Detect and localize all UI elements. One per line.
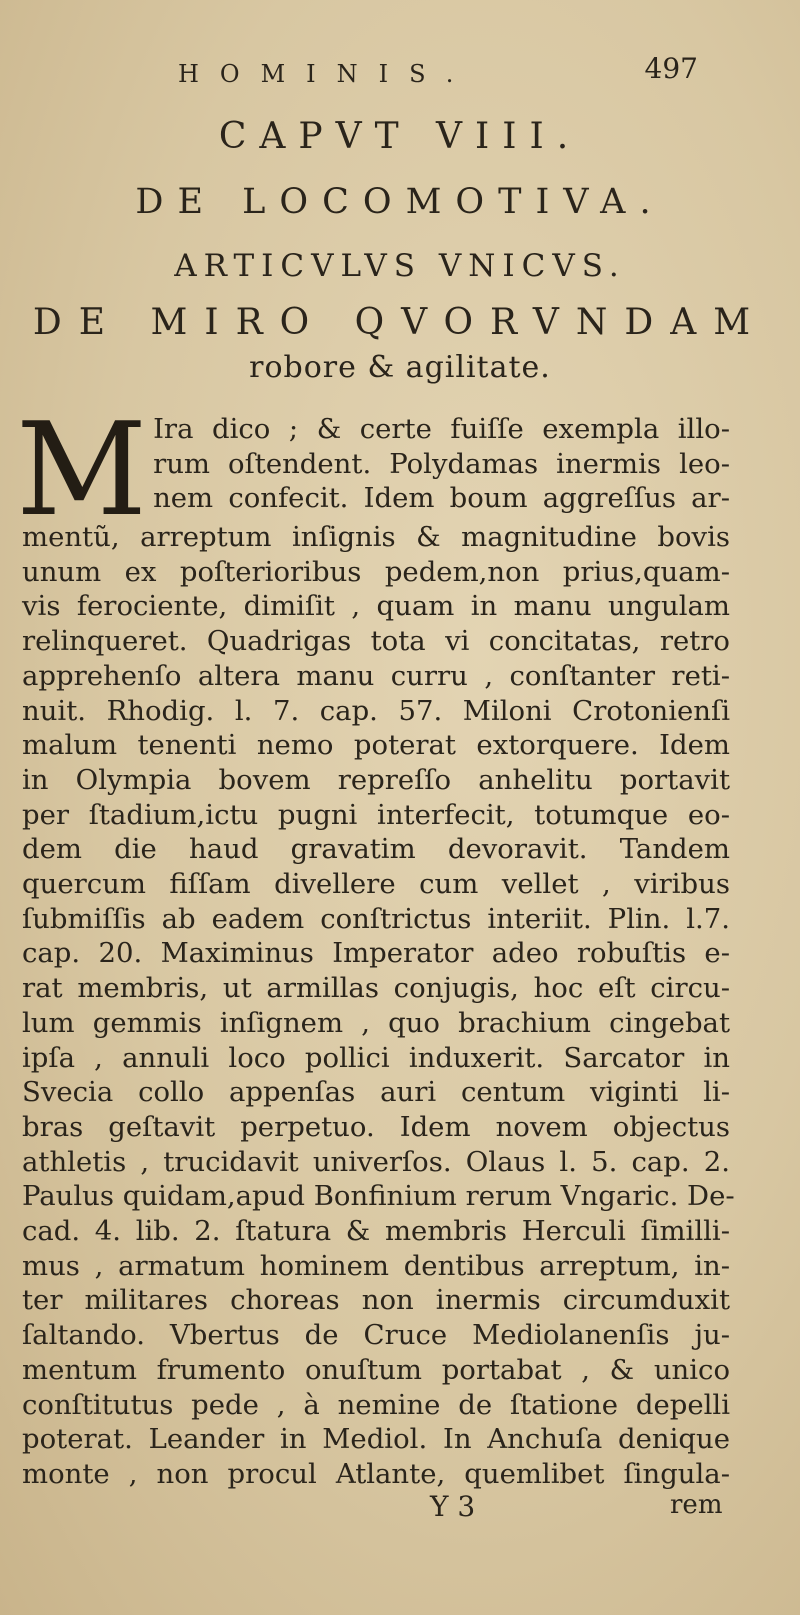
- text-line: athletis , trucidavit univerſos. Olaus l. 5. cap. 2.: [22, 1145, 730, 1178]
- text-line: in Olympia bovem repreſſo anhelitu portavit: [22, 763, 730, 796]
- text-line: ter militares choreas non inermis circumduxit: [22, 1284, 730, 1317]
- text-line: vis ferociente, dimiſit , quam in manu ungulam: [22, 590, 730, 623]
- text-line: relinqueret. Quadrigas tota vi concitatas, retro: [22, 625, 730, 658]
- text-line: malum tenenti nemo poterat extorquere. Idem: [22, 729, 730, 762]
- text-line: Svecia collo appenſas auri centum viginti li-: [22, 1076, 730, 1109]
- text-line: ipſa , annuli loco pollici induxerit. Sarcator in: [22, 1041, 730, 1074]
- running-title: HOMINIS.: [178, 60, 475, 88]
- text-line: mentũ, arreptum inſignis & magnitudine bovis: [22, 521, 730, 553]
- text-line: quercum fiſſam divellere cum vellet , viribus: [22, 868, 730, 901]
- body-text: [16, 396, 735, 1492]
- text-line: mus , armatum hominem dentibus arreptum, in-: [22, 1249, 730, 1282]
- text-line: bras geſtavit perpetuo. Idem novem objectus: [22, 1110, 730, 1143]
- text-line: nem confecit. Idem boum aggreſſus ar-: [153, 482, 730, 515]
- text-line: per ſtadium,ictu pugni interfecit, totumque eo-: [22, 798, 730, 831]
- text-line: Ira dico ; & certe fuiſſe exempla illo-: [153, 413, 730, 445]
- text-line: monte , non procul Atlante, quemlibet ſingula-: [22, 1457, 730, 1490]
- running-head: [150, 52, 710, 92]
- text-line: nuit. Rhodig. l. 7. cap. 57. Miloni Crotonienſi: [22, 694, 730, 727]
- article-subtitle: robore & agilitate.: [249, 350, 551, 385]
- chapter-heading: CAPVT VIII.: [218, 116, 582, 157]
- text-line: cad. 4. lib. 2. ſtatura & membris Herculi ſimilli-: [22, 1215, 730, 1248]
- text-line: Paulus quidam,apud Bonfinium rerum Vngaric. De-: [22, 1180, 735, 1213]
- text-line: cap. 20. Maximinus Imperator adeo robuſtis e-: [22, 937, 730, 970]
- text-line: mentum frumento onuſtum portabat , & unico: [22, 1353, 730, 1386]
- text-line: rum oſtendent. Polydamas inermis leo-: [153, 447, 730, 480]
- drop-cap: M: [16, 396, 148, 545]
- section-heading: DE LOCOMOTIVA.: [135, 182, 665, 222]
- text-line: unum ex poſterioribus pedem,non prius,quam-: [22, 555, 730, 588]
- page-number: 497: [644, 52, 698, 85]
- text-line: conſtitutus pede , à nemine de ſtatione depelli: [22, 1388, 730, 1421]
- article-title: DE MIRO QVORVNDAM: [32, 302, 768, 343]
- text-line: dem die haud gravatim devoravit. Tandem: [22, 833, 730, 866]
- articulus-heading: ARTICVLVS VNICVS.: [174, 248, 626, 284]
- text-line: ſaltando. Vbertus de Cruce Mediolanenſis ju-: [22, 1319, 730, 1352]
- text-line: apprehenſo altera manu curru , conſtanter reti-: [22, 659, 730, 692]
- catchword: rem: [670, 1490, 723, 1520]
- signature-mark: Y 3: [430, 1490, 476, 1523]
- text-line: rat membris, ut armillas conjugis, hoc eſt circu-: [22, 972, 730, 1005]
- text-line: lum gemmis inſignem , quo brachium cingebat: [22, 1006, 730, 1039]
- text-line: ſubmiſſis ab eadem conſtrictus interiit. Plin. l.7.: [22, 902, 730, 935]
- text-line: poterat. Leander in Mediol. In Anchuſa denique: [22, 1423, 730, 1456]
